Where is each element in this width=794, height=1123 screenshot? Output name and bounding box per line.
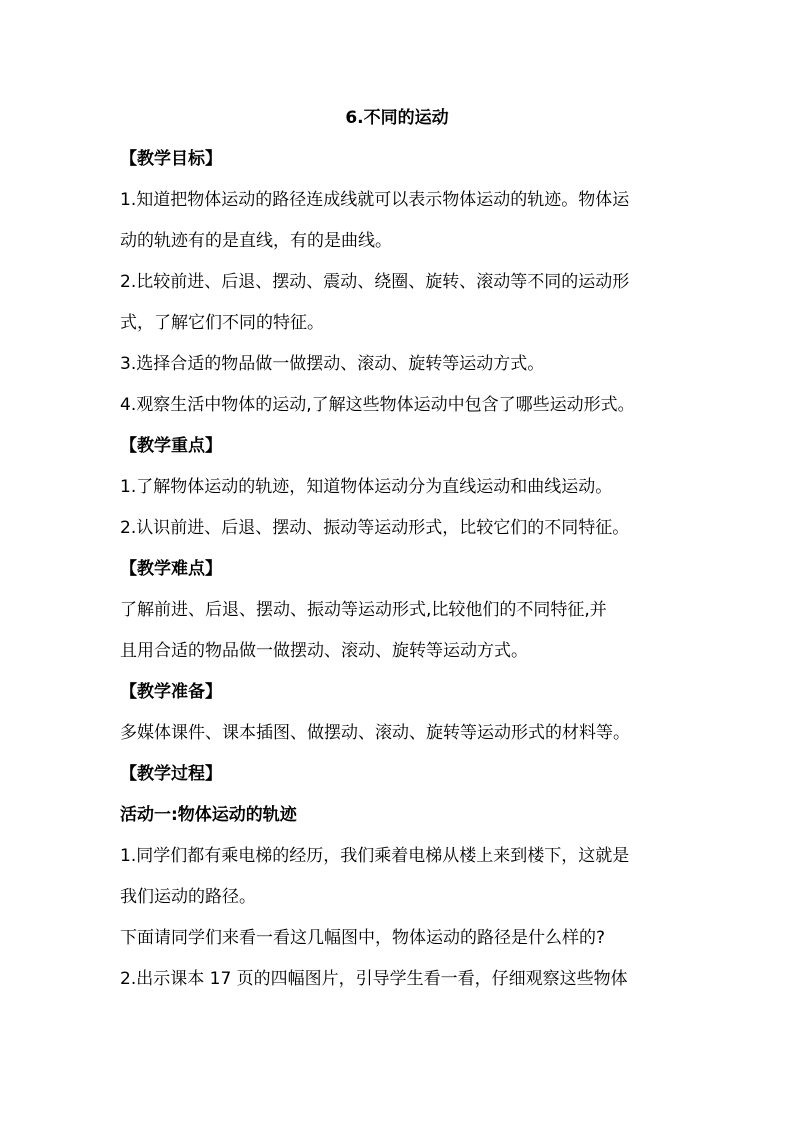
section-heading-process: 【教学过程】 bbox=[120, 764, 222, 784]
paragraph-line: 多媒体课件、课本插图、做摆动、滚动、旋转等运动形式的材料等。 bbox=[120, 723, 630, 743]
paragraph-line: 1.了解物体运动的轨迹，知道物体运动分为直线运动和曲线运动。 bbox=[120, 477, 613, 497]
section-heading-key-points: 【教学重点】 bbox=[120, 436, 222, 456]
paragraph-line: 1.同学们都有乘电梯的经历，我们乘着电梯从楼上来到楼下，这就是 bbox=[120, 846, 630, 866]
paragraph-line: 4.观察生活中物体的运动,了解这些物体运动中包含了哪些运动形式。 bbox=[120, 395, 635, 415]
paragraph-line: 且用合适的物品做一做摆动、滚动、旋转等运动方式。 bbox=[120, 641, 528, 661]
paragraph-line: 我们运动的路径。 bbox=[120, 887, 256, 907]
section-heading-difficulties: 【教学难点】 bbox=[120, 559, 222, 579]
paragraph-line: 2.比较前进、后退、摆动、震动、绕圈、旋转、滚动等不同的运动形 bbox=[120, 272, 630, 292]
paragraph-line: 2.认识前进、后退、摆动、振动等运动形式，比较它们的不同特征。 bbox=[120, 518, 630, 538]
paragraph-line: 1.知道把物体运动的路径连成线就可以表示物体运动的轨迹。物体运 bbox=[120, 190, 630, 210]
paragraph-line: 动的轨迹有的是直线，有的是曲线。 bbox=[120, 231, 392, 251]
activity-heading: 活动一:物体运动的轨迹 bbox=[120, 805, 297, 825]
section-heading-preparation: 【教学准备】 bbox=[120, 682, 222, 702]
paragraph-line: 了解前进、后退、摆动、振动等运动形式,比较他们的不同特征,并 bbox=[120, 600, 607, 620]
paragraph-line: 下面请同学们来看一看这几幅图中，物体运动的路径是什么样的? bbox=[120, 928, 606, 948]
section-heading-objectives: 【教学目标】 bbox=[120, 149, 222, 169]
paragraph-line: 3.选择合适的物品做一做摆动、滚动、旋转等运动方式。 bbox=[120, 354, 545, 374]
paragraph-line: 2.出示课本 17 页的四幅图片，引导学生看一看，仔细观察这些物体 bbox=[120, 969, 628, 989]
page-title: 6.不同的运动 bbox=[345, 108, 449, 128]
paragraph-line: 式，了解它们不同的特征。 bbox=[120, 313, 324, 333]
